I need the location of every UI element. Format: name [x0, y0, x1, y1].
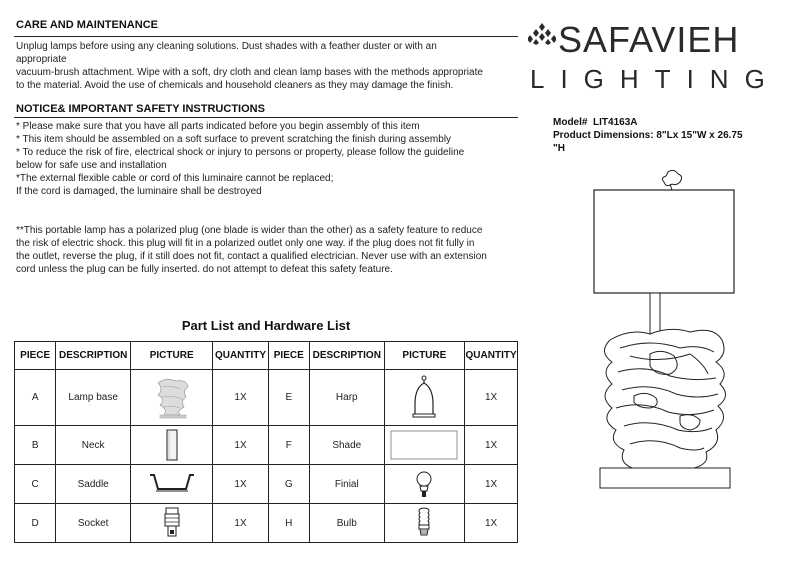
care-line: to the material. Avoid the use of chemicals and household cleaners as they may damage the finish. — [16, 80, 454, 91]
bulb-picture — [414, 507, 434, 539]
description-cell: Neck — [56, 426, 131, 465]
finial-drawing — [662, 170, 681, 190]
safety-line: below for safe use and installation — [16, 160, 167, 171]
quantity-cell: 1X — [465, 426, 518, 465]
plinth-drawing — [600, 468, 730, 488]
safety-line: * To reduce the risk of fire, electrical shock or injury to persons or property, please follow the guideline — [16, 147, 465, 158]
brand-logo — [528, 20, 798, 100]
description-cell: Finial — [309, 465, 384, 504]
quantity-cell: 1X — [213, 504, 268, 543]
brand-subtitle: LIGHTING — [530, 64, 781, 94]
care-line: Unplug lamps before using any cleaning solutions. Dust shades with a feather duster or with an — [16, 41, 437, 52]
safety-rule — [14, 117, 518, 118]
shade-picture — [389, 429, 459, 461]
quantity-cell: 1X — [213, 426, 268, 465]
model-line — [553, 116, 803, 129]
quantity-cell: 1X — [465, 465, 518, 504]
quantity-cell: 1X — [465, 504, 518, 543]
picture-cell — [130, 370, 212, 426]
safety-line: * Please make sure that you have all parts indicated before you begin assembly of this item — [16, 121, 420, 132]
table-header-row — [15, 342, 518, 370]
safety-line: * This item should be assembled on a soft surface to prevent scratching the finish during assembly — [16, 134, 452, 145]
description-cell: Bulb — [309, 504, 384, 543]
plug-note — [16, 224, 516, 276]
header-piece: PIECE — [268, 342, 309, 370]
piece-cell: H — [268, 504, 309, 543]
quantity-cell: 1X — [465, 370, 518, 426]
header-quantity: QUANTITY — [465, 342, 518, 370]
header-picture: PICTURE — [130, 342, 212, 370]
plug-line: the outlet, reverse the plug, if it still does not fit, contact a qualified electrician. Never use with an extension — [16, 251, 487, 262]
logo-mark-icon — [528, 23, 556, 45]
model-value: LIT4163A — [593, 117, 638, 128]
header-picture: PICTURE — [384, 342, 465, 370]
socket-picture — [162, 506, 182, 540]
picture-cell — [130, 426, 212, 465]
product-info — [553, 116, 803, 155]
safety-text — [16, 120, 516, 198]
header-piece: PIECE — [15, 342, 56, 370]
parts-table — [14, 341, 518, 543]
description-cell: Lamp base — [56, 370, 131, 426]
description-cell: Socket — [56, 504, 131, 543]
picture-cell — [384, 504, 465, 543]
header-description: DESCRIPTION — [56, 342, 131, 370]
model-label: Model# — [553, 117, 588, 128]
header-quantity: QUANTITY — [213, 342, 268, 370]
quantity-cell: 1X — [213, 370, 268, 426]
saddle-picture — [148, 471, 196, 497]
table-row — [15, 426, 518, 465]
piece-cell: A — [15, 370, 56, 426]
lamp-illustration — [590, 168, 740, 493]
plug-line: **This portable lamp has a polarized plug (one blade is wider than the other) as a safety feature to reduce — [16, 225, 483, 236]
neck-picture — [164, 428, 180, 462]
plug-line: cord unless the plug can be fully inserted. do not attempt to defeat this safety feature. — [16, 264, 393, 275]
harp-picture — [409, 374, 439, 422]
dimensions-line: Product Dimensions: 8"Lx 15"W x 26.75 — [553, 130, 743, 141]
care-line: vacuum-brush attachment. Wipe with a soft, dry cloth and clean lamp bases with the methods appropriate — [16, 67, 483, 78]
dimensions-line-cont: "H — [553, 143, 565, 154]
care-text — [16, 40, 516, 92]
piece-cell: C — [15, 465, 56, 504]
neck-drawing — [650, 293, 660, 335]
picture-cell — [384, 426, 465, 465]
piece-cell: E — [268, 370, 309, 426]
header-description: DESCRIPTION — [309, 342, 384, 370]
description-cell: Shade — [309, 426, 384, 465]
lamp-base-picture — [152, 375, 192, 421]
care-line: appropriate — [16, 54, 67, 65]
table-row — [15, 370, 518, 426]
quantity-cell: 1X — [213, 465, 268, 504]
picture-cell — [384, 370, 465, 426]
picture-cell — [384, 465, 465, 504]
care-title: CARE AND MAINTENANCE — [16, 19, 158, 31]
piece-cell: B — [15, 426, 56, 465]
base-drawing — [604, 329, 725, 468]
picture-cell — [130, 465, 212, 504]
table-row — [15, 465, 518, 504]
care-rule — [14, 36, 518, 37]
shade-drawing — [594, 190, 734, 293]
description-cell: Harp — [309, 370, 384, 426]
piece-cell: D — [15, 504, 56, 543]
plug-line: the risk of electric shock. this plug will fit in a polarized outlet only one way. if the plug does not fit fully in — [16, 238, 475, 249]
finial-picture — [414, 469, 434, 499]
description-cell: Saddle — [56, 465, 131, 504]
brand-name: SAFAVIEH — [558, 19, 740, 60]
safety-line: If the cord is damaged, the luminaire shall be destroyed — [16, 186, 262, 197]
parts-title: Part List and Hardware List — [181, 318, 351, 333]
safety-line: *The external flexible cable or cord of this luminaire cannot be replaced; — [16, 173, 334, 184]
table-row — [15, 504, 518, 543]
piece-cell: F — [268, 426, 309, 465]
safety-title: NOTICE& IMPORTANT SAFETY INSTRUCTIONS — [16, 103, 265, 115]
picture-cell — [130, 504, 212, 543]
piece-cell: G — [268, 465, 309, 504]
